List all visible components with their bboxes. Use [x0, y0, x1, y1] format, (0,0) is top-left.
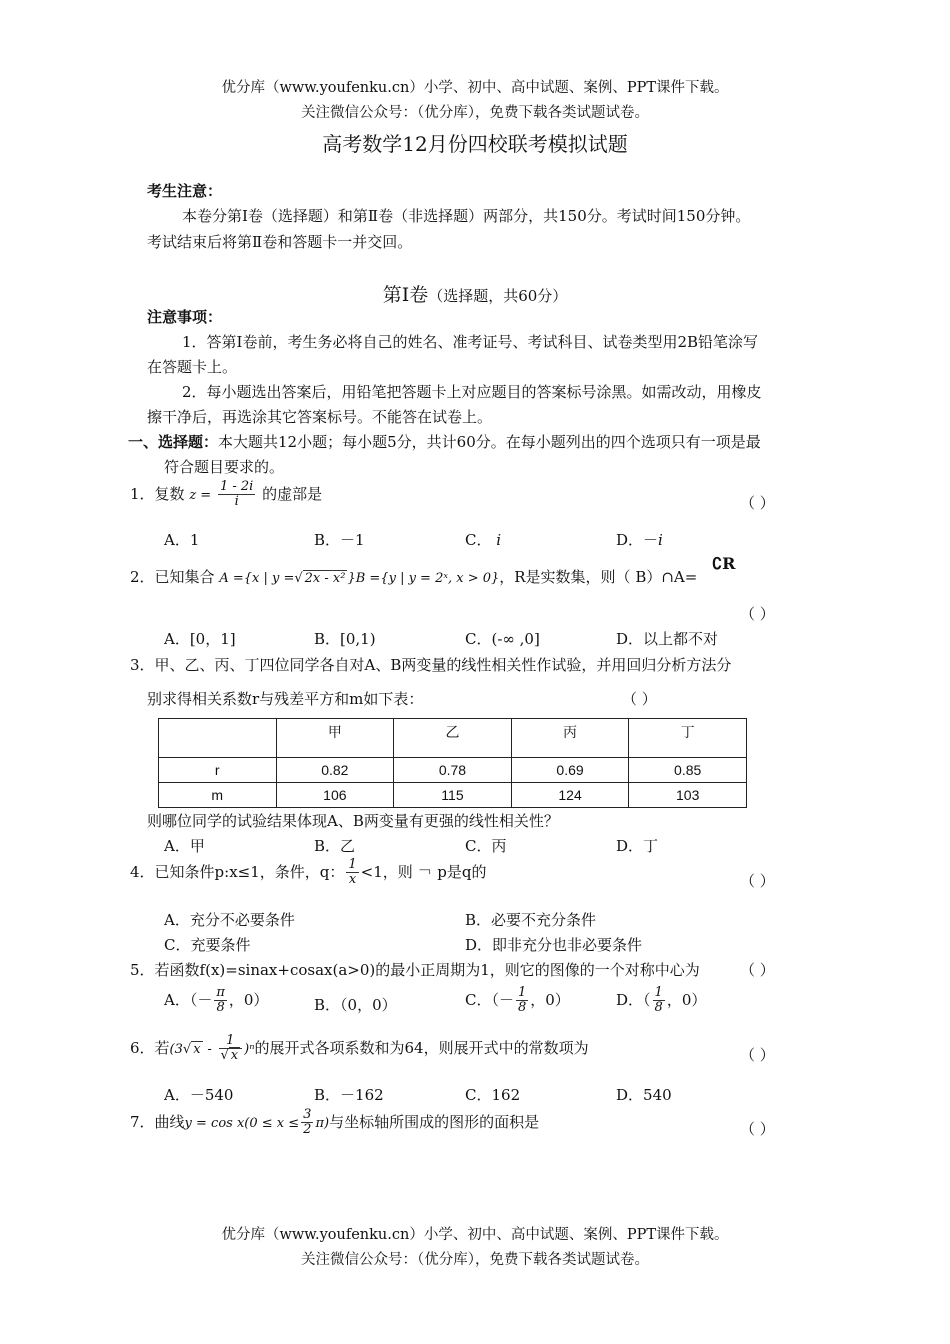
q6-fraction: $\frac{1}{√ x}$ — [219, 1034, 243, 1064]
section1-line1 — [128, 431, 761, 452]
table-cell: 103 — [629, 783, 747, 808]
q4-opt-a: A．充分不必要条件 — [164, 911, 295, 929]
q5-opt-a-num: π — [216, 985, 225, 1000]
q3-question: 则哪位同学的试验结果体现A、B两变量有更强的线性相关性？ — [147, 812, 559, 830]
q7-den: 2 — [303, 1122, 312, 1138]
attention-item1-b: 在答题卡上。 — [147, 358, 238, 376]
q1-opt-b: B．－1 — [314, 531, 365, 549]
q5-opt-a-fraction — [214, 986, 227, 1016]
table-cell: r — [159, 758, 277, 783]
table-header-row — [159, 719, 747, 758]
q5-opt-c-num: 1 — [517, 985, 527, 1000]
site-header-line2: 关注微信公众号：（优分库），免费下载各类试题试卷。 — [301, 105, 649, 121]
q6-opt-a: A．－540 — [164, 1086, 234, 1104]
q3-answer-bracket: （ ） — [622, 690, 657, 708]
q1-fraction — [218, 480, 255, 510]
q6-den-radicand: x — [230, 1048, 239, 1064]
q1-opt-d — [616, 529, 663, 550]
table-cell: 0.78 — [394, 758, 512, 783]
q2-opt-d: D．以上都不对 — [616, 630, 719, 648]
table-header-cell: 甲 — [276, 719, 394, 758]
page-title: 高考数学12月份四校联考模拟试题 — [322, 132, 628, 156]
table-cell: 0.85 — [629, 758, 747, 783]
section1-text-b: 符合题目要求的。 — [164, 458, 285, 476]
q4-opt-c: C．充要条件 — [164, 936, 251, 954]
q3-opt-a: A．甲 — [164, 837, 205, 855]
q6-expr-b: )ⁿ — [244, 1041, 255, 1057]
q6-stem: 6．若(3√ x - $\frac{1}{√ x}$ )ⁿ的展开式各项系数和为64，则展开式中的常数项为 — [130, 1033, 589, 1064]
notice-line2: 考试结束后将第Ⅱ卷和答题卡一并交回。 — [147, 233, 413, 251]
q6-opt-c: C．162 — [465, 1086, 521, 1104]
part1-title — [0, 280, 950, 307]
q1-opt-c — [465, 529, 501, 550]
q1-prefix: 1．复数 — [130, 484, 185, 503]
attention-heading: 注意事项： — [147, 308, 223, 326]
q1-opt-d-label: D．－ — [616, 531, 659, 549]
table-header-cell: 丁 — [629, 719, 747, 758]
q2-opt-a: A．[0，1] — [164, 630, 236, 648]
table-header-cell: 丙 — [511, 719, 629, 758]
q7-suffix: 与坐标轴所围成的图形的面积是 — [329, 1112, 540, 1131]
q7-expr-a: y = cos x(0 ≤ x ≤ — [184, 1115, 300, 1131]
q7-answer-bracket: （ ） — [740, 1120, 775, 1138]
table-cell: 0.82 — [276, 758, 394, 783]
q5-opt-c-pre: C．（－ — [465, 990, 514, 1009]
q5-opt-d-num: 1 — [654, 985, 663, 1000]
q6-prefix: 6．若 — [130, 1038, 170, 1057]
q6-opt-d: D．540 — [616, 1086, 672, 1104]
attention-item1-a: 1．答第Ⅰ卷前，考生务必将自己的姓名、准考证号、考试科目、试卷类型用2B铅笔涂写 — [182, 333, 759, 351]
q1-num: 1 - 2i — [219, 479, 254, 494]
q5-opt-c-post: ，0） — [530, 990, 570, 1009]
table-cell: m — [159, 783, 277, 808]
q4-num: 1 — [348, 857, 357, 872]
q5-stem: 5．若函数f(x)=sinax+cosax(a>0)的最小正周期为1，则它的图像的一个对称中心为 — [130, 961, 700, 979]
q3-opt-d: D．丁 — [616, 837, 659, 855]
table-cell: 124 — [511, 783, 629, 808]
q5-opt-d-den: 8 — [654, 1000, 663, 1016]
correlation-table — [158, 718, 747, 808]
q2-radicand: 2x - x² — [304, 571, 346, 586]
q7-expr-b: π) — [315, 1115, 330, 1131]
site-header-line1: 优分库（www.youfenku.cn）小学、初中、高中试题、案例、PPT课件下载。 — [221, 80, 729, 96]
q6-radicand: x — [193, 1041, 201, 1057]
q5-opt-a-pre: A．（－ — [164, 990, 213, 1009]
q5-answer-bracket: （ ） — [740, 961, 775, 979]
table-header-cell — [159, 719, 277, 758]
q1-var: z = — [189, 487, 212, 503]
q4-answer-bracket: （ ） — [740, 872, 775, 890]
q5-opt-c-den: 8 — [517, 1000, 527, 1016]
site-footer-line1: 优分库（www.youfenku.cn）小学、初中、高中试题、案例、PPT课件下载。 — [221, 1227, 729, 1243]
q3-line2: 别求得相关系数r与残差平方和m如下表： — [147, 690, 424, 708]
q5-opt-c-fraction — [516, 986, 528, 1016]
q4-prefix: 4．已知条件p:x≤1，条件，q： — [130, 862, 345, 881]
q3-line1: 3．甲、乙、丙、丁四位同学各自对A、B两变量的线性相关性作试验，并用回归分析方法分 — [130, 656, 732, 674]
q5-opt-a-den: 8 — [216, 1000, 225, 1016]
q4-suffix: <1，则 ￢ p是q的 — [360, 862, 487, 881]
q5-opt-c — [465, 986, 570, 1016]
q5-opt-d-pre: D．（ — [616, 990, 651, 1009]
q2-stem: 2．已知集合 A ={x | y =√ 2x - x² }B ={y | y = 2ˣ, x > 0}，R是实数集，则（ B）∩A= — [130, 568, 698, 586]
q1-opt-d-var: i — [658, 531, 663, 549]
q6-answer-bracket: （ ） — [740, 1046, 775, 1064]
q6-expr-a: (3 — [169, 1041, 183, 1057]
q5-opt-d-fraction — [653, 986, 665, 1016]
attention-item2-a: 2．每小题选出答案后，用铅笔把答题卡上对应题目的答案标号涂黑。如需改动，用橡皮 — [182, 383, 762, 401]
q2-suffix: ，R是实数集，则（ B）∩A= — [499, 568, 698, 586]
q1-den: i — [234, 494, 239, 510]
q4-stem — [130, 858, 487, 888]
q7-prefix: 7．曲线 — [130, 1112, 185, 1131]
complement-symbol: ∁R — [712, 554, 736, 573]
table-cell: 0.69 — [511, 758, 629, 783]
site-footer-line2: 关注微信公众号：（优分库），免费下载各类试题试卷。 — [301, 1252, 649, 1268]
q5-opt-a-post: ，0） — [228, 990, 269, 1009]
q1-suffix: 的虚部是 — [262, 484, 323, 503]
q5-opt-d-post: ，0） — [666, 990, 707, 1009]
q4-fraction — [346, 858, 358, 888]
section1-label: 一、选择题： — [128, 433, 219, 451]
q1-opt-c-label: C． — [465, 531, 492, 549]
q1-stem — [130, 480, 322, 510]
section1-text-a: 本大题共12小题；每小题5分，共计60分。在每小题列出的四个选项只有一项是最 — [218, 433, 761, 451]
q2-opt-c: C．(-∞ ,0] — [465, 630, 540, 648]
q3-opt-b: B．乙 — [314, 837, 356, 855]
q3-opt-c: C．丙 — [465, 837, 507, 855]
q1-answer-bracket: （ ） — [740, 494, 775, 512]
table-cell: 115 — [394, 783, 512, 808]
q5-opt-a — [164, 986, 268, 1016]
notice-line1: 本卷分第Ⅰ卷（选择题）和第Ⅱ卷（非选择题）两部分，共150分。考试时间150分钟。 — [182, 207, 751, 225]
q5-opt-b: B．（0，0） — [314, 996, 397, 1014]
q2-opt-b: B．[0,1) — [314, 630, 376, 648]
part1-title-main: 第Ⅰ卷 — [382, 284, 429, 306]
q2-prefix: 2．已知集合 — [130, 568, 215, 586]
q4-opt-d: D．即非充分也非必要条件 — [465, 936, 643, 954]
q6-minus: - — [207, 1041, 212, 1057]
q2-set-b: }B ={y | y = 2ˣ, x > 0} — [347, 571, 500, 586]
table-row — [159, 783, 747, 808]
q1-opt-a: A．1 — [164, 531, 200, 549]
part1-title-sub: （选择题，共60分） — [428, 287, 568, 305]
q2-answer-bracket: （ ） — [740, 605, 775, 623]
q4-opt-b: B．必要不充分条件 — [465, 911, 597, 929]
q7-num: 3 — [303, 1107, 312, 1122]
q6-suffix: 的展开式各项系数和为64，则展开式中的常数项为 — [254, 1038, 589, 1057]
q2-set-a: A ={x | y = — [219, 571, 295, 586]
notice-heading: 考生注意： — [147, 182, 223, 200]
table-row — [159, 758, 747, 783]
q4-den: x — [348, 872, 357, 888]
q7-stem — [130, 1108, 539, 1138]
attention-item2-b: 擦干净后，再选涂其它答案标号。不能答在试卷上。 — [147, 408, 493, 426]
q1-opt-c-var: i — [496, 531, 502, 549]
table-cell: 106 — [276, 783, 394, 808]
q7-fraction — [301, 1108, 313, 1138]
q6-num: 1 — [219, 1034, 243, 1049]
q6-opt-b: B．－162 — [314, 1086, 384, 1104]
q5-opt-d — [616, 986, 706, 1016]
table-header-cell: 乙 — [394, 719, 512, 758]
